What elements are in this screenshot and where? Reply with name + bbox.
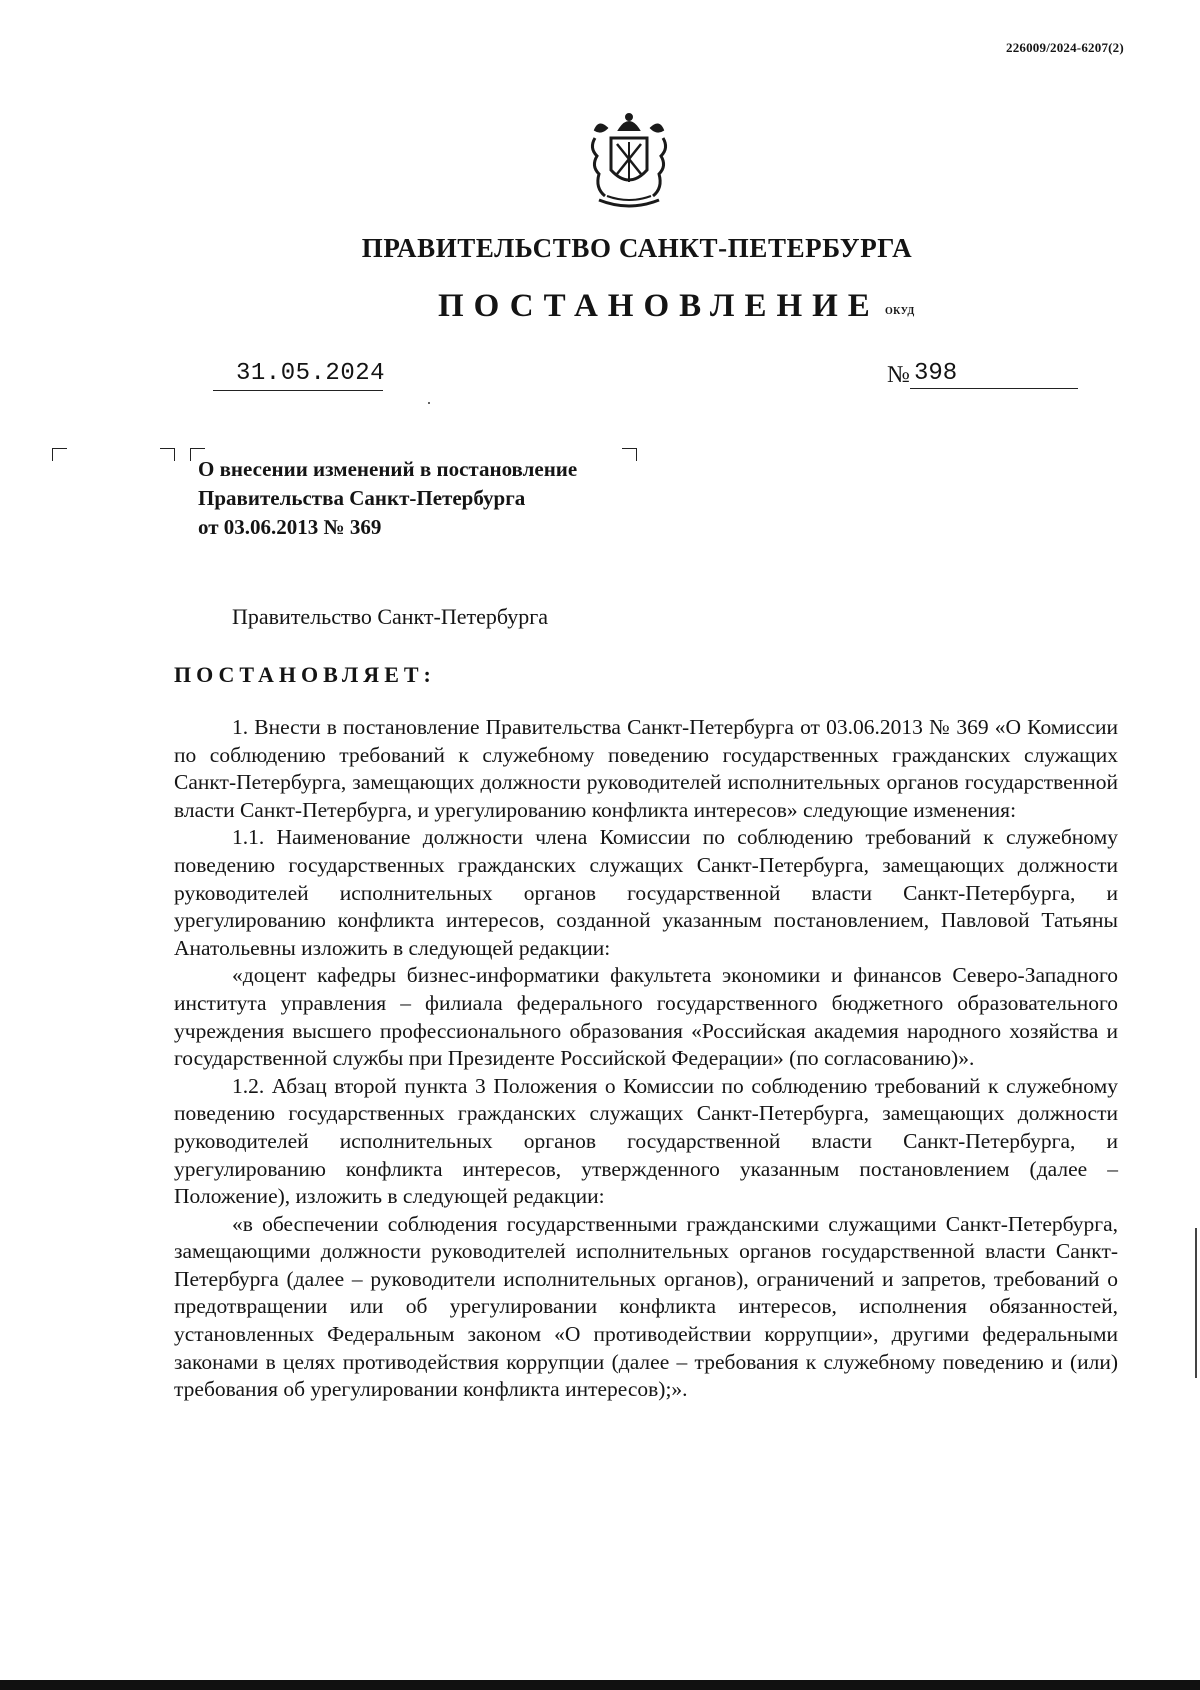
number-underline [910,388,1078,389]
document-registration-number: 226009/2024-6207(2) [1006,40,1124,55]
resolution-number: 398 [914,360,958,387]
corner-mark [52,448,67,461]
subject-line: О внесении изменений в постановление [198,457,578,481]
issuer-text: Правительство Санкт-Петербурга [232,604,549,629]
decides-heading: ПОСТАНОВЛЯЕТ: [174,662,436,687]
body-paragraph: 1.1. Наименование должности члена Комиссии по соблюдению требований к служебному поведению государственных гражданских служащих Санкт-Петербурга, замещающих должности руководителей исполнительных органов государственной власти Санкт-Петербурга, и урегулированию конфликта интересов, созданной указанным постановлением, Павловой Татьяны Анатольевны изложить в следующей редакции: [174,825,1118,960]
body-paragraph: «доцент кафедры бизнес-информатики факультета экономики и финансов Северо-Западного института управления – филиала федерального государственного бюджетного образовательного учреждения высшего профессионального образования «Российская академия народного хозяйства и государственной службы при Президенте Российской Федерации» (по согласованию)». [174,963,1118,1071]
body-paragraph: 1. Внести в постановление Правительства Санкт-Петербурга от 03.06.2013 № 369 «О Комиссии по соблюдению требований к служебному поведению государственных гражданских служащих Санкт-Петербурга, замещающих должности руководителей исполнительных органов государственной власти Санкт-Петербурга, и урегулированию конфликта интересов» следующие изменения: [174,715,1118,822]
subject-line: от 03.06.2013 № 369 [198,515,382,539]
body-paragraph: 1.2. Абзац второй пункта 3 Положения о Комиссии по соблюдению требований к служебному поведению государственных гражданских служащих Санкт-Петербурга, замещающих должности руководителей исполнительных органов государственной власти Санкт-Петербурга, и урегулированию конфликта интересов, утвержденного указанным постановлением (далее – Положение), изложить в следующей редакции: [174,1073,1118,1209]
resolution-body [174,714,1118,1404]
government-title: ПРАВИТЕЛЬСТВО САНКТ-ПЕТЕРБУРГА [361,233,913,263]
resolution-date: 31.05.2024 [236,360,386,387]
scan-speck [428,402,430,404]
subject-line: Правительства Санкт-Петербурга [198,486,526,510]
resolution-subject [198,455,658,542]
okud-label: ОКУД [885,306,915,317]
saint-petersburg-coat-of-arms-icon [585,108,673,212]
resolution-heading: ПОСТАНОВЛЕНИЕ [438,288,880,324]
scan-edge-line [1195,1228,1197,1378]
scan-bottom-edge [0,1680,1200,1690]
date-underline [213,390,383,391]
number-sign: № [887,362,910,388]
corner-mark [160,448,175,461]
body-paragraph: «в обеспечении соблюдения государственными гражданскими служащими Санкт-Петербурга, замещающими должности руководителей исполнительных органов государственной власти Санкт-Петербурга (далее – руководители исполнительных органов), ограничений и запретов, требований о предотвращении или об урегулировании конфликта интересов, исполнения обязанностей, установленных Федеральным законом «О противодействии коррупции», другими федеральными законами в целях противодействия коррупции (далее – требования к служебному поведению и (или) требования об урегулировании конфликта интересов);». [174,1211,1118,1402]
